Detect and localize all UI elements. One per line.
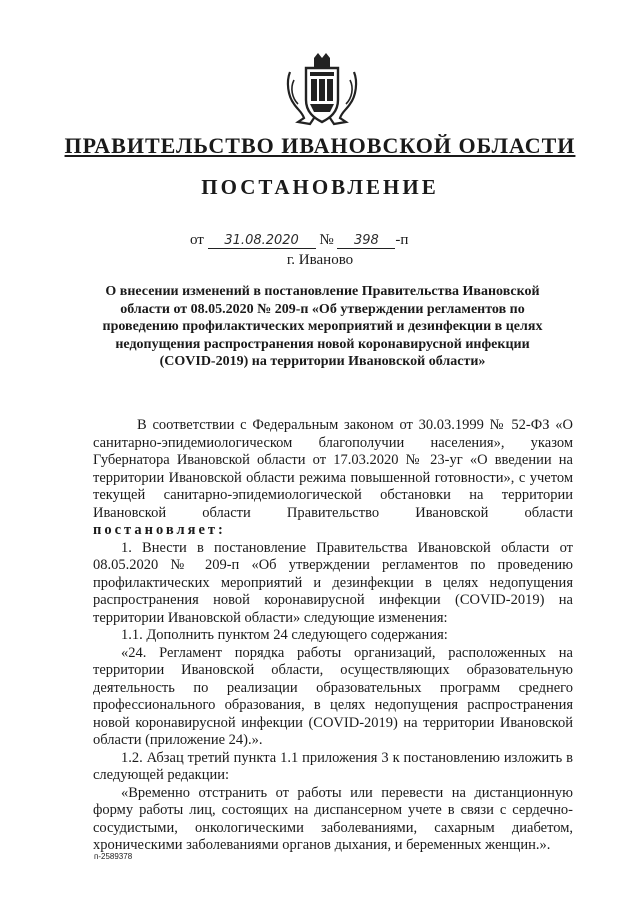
number-sign: № <box>319 232 334 248</box>
handwritten-number: 398 <box>354 233 379 248</box>
paragraph-1-2: 1.2. Абзац третий пункта 1.1 приложения 3 к постановлению изложить в следующей редакции: <box>93 749 573 783</box>
footer-document-code: п-2589378 <box>94 852 133 861</box>
handwritten-date: 31.08.2020 <box>224 233 299 248</box>
date-prefix: от <box>190 232 204 248</box>
document-body <box>93 417 573 855</box>
paragraph-1-1: 1.1. Дополнить пунктом 24 следующего содержания: <box>121 627 448 643</box>
city-line: г. Иваново <box>286 252 354 268</box>
quote-paragraph: «Временно отстранить от работы или перевести на дистанционную форму работы лиц, состоящих на диспансерном учете в связи с сердечно-сосудистыми, онкологическими заболеваниями, сахарным диабетом, хроническими заболеваниями органов дыхания, и беременных женщин.». <box>93 784 573 853</box>
paragraph-1: 1. Внести в постановление Правительства Ивановской области от 08.05.2020 № 209-п «Об утверждении регламентов по проведению профилактических мероприятий и дезинфекции в целях недопущения распространения новой коронавирусной инфекции (COVID-2019) на территории Ивановской области» следующие изменения: <box>93 539 573 626</box>
date-number-line <box>190 232 480 249</box>
decree-word: постановляет: <box>93 522 226 538</box>
paragraph-24: «24. Регламент порядка работы организаций, расположенных на территории Ивановской области, осуществляющих образовательную деятельность по реализации образовательных программ среднего профессионального образования, в целях недопущения распространения новой коронавирусной инфекции (COVID-2019) на территории Ивановской области (приложение 24).». <box>93 644 573 748</box>
document-subject: О внесении изменений в постановление Правительства Ивановской области от 08.05.2020 № 209-п «Об утверждении регламентов по проведению профилактических мероприятий и дезинфекции в целях недопущения распространения новой коронавирусной инфекции (COVID-2019) на территории Ивановской области» <box>102 284 543 369</box>
coat-of-arms-emblem <box>280 52 364 130</box>
document-type: ПОСТАНОВЛЕНИЕ <box>201 175 439 199</box>
intro-paragraph: В соответствии с Федеральным законом от 30.03.1999 № 52-ФЗ «О санитарно-эпидемиологическом благополучии населения», указом Губернатора Ивановской области от 17.03.2020 № 23-уг «О введении на территории Ивановской области режима повышенной готовности», с учетом текущей санитарно-эпидемиологической обстановки на территории Ивановской области Правительство Ивановской области постановляет: <box>93 417 573 538</box>
government-title: ПРАВИТЕЛЬСТВО ИВАНОВСКОЙ ОБЛАСТИ <box>64 133 576 158</box>
number-suffix: -п <box>395 232 409 248</box>
